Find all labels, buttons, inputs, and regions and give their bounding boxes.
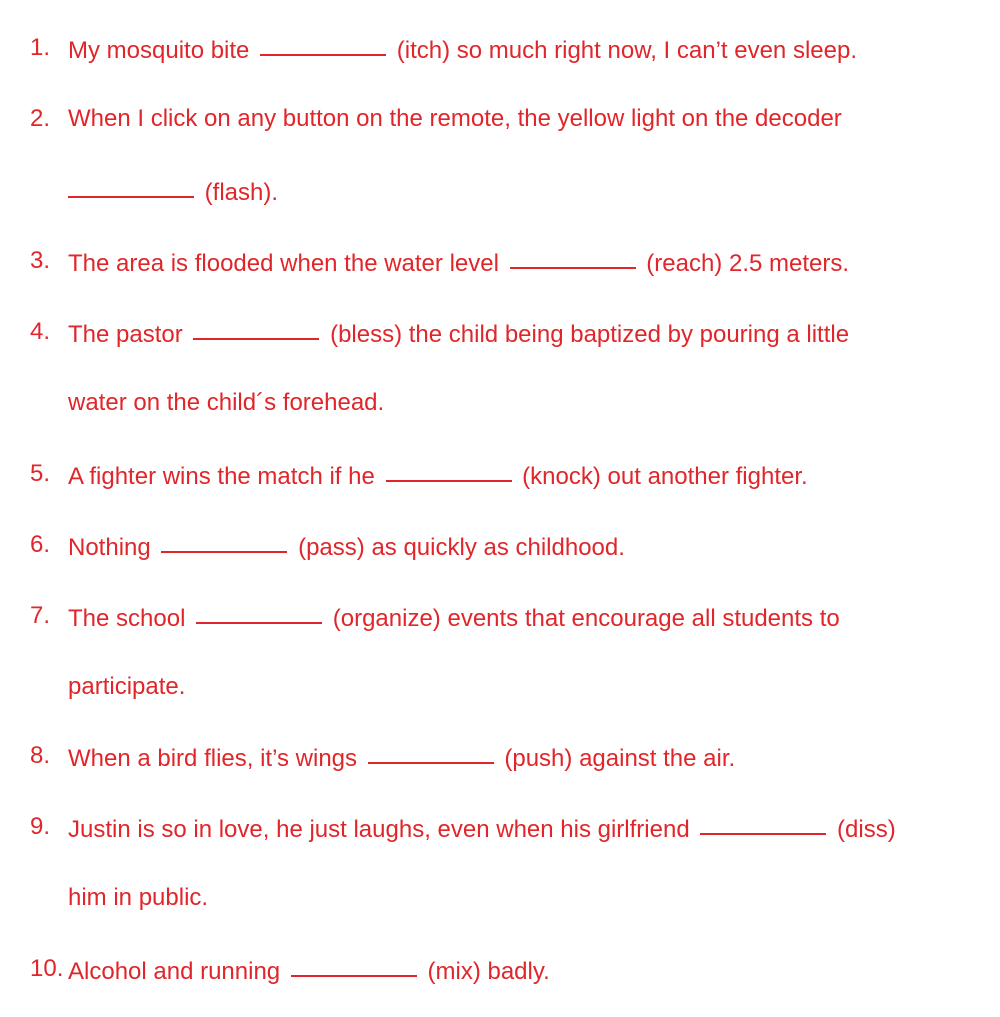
item-verb-hint: (reach) <box>646 250 723 277</box>
answer-blank[interactable] <box>68 168 194 198</box>
item-number: 9. <box>30 813 51 840</box>
answer-blank[interactable] <box>193 310 319 340</box>
answer-blank[interactable] <box>291 947 417 977</box>
item-line <box>68 170 278 213</box>
exercise-item-1 <box>0 28 1000 68</box>
item-text-after: out another fighter. <box>607 463 808 490</box>
item-text-before: My mosquito bite <box>68 37 250 64</box>
exercise-item-4-continuation <box>0 383 1000 423</box>
item-line <box>68 454 808 497</box>
item-line <box>68 949 550 992</box>
exercise-item-8 <box>0 736 1000 776</box>
item-text-before: The area is flooded when the water level <box>68 250 499 277</box>
item-line <box>68 525 625 568</box>
item-text-before: When a bird flies, it’s wings <box>68 745 358 772</box>
item-verb-hint: (diss) <box>837 816 896 843</box>
item-verb-hint: (pass) <box>298 534 365 561</box>
answer-blank[interactable] <box>260 26 386 56</box>
item-text-before: Nothing <box>68 534 151 561</box>
item-verb-hint: (mix) <box>427 958 481 985</box>
exercise-item-6 <box>0 525 1000 565</box>
item-verb-hint: (flash). <box>204 179 279 206</box>
item-line <box>68 241 849 284</box>
item-number: 10. <box>30 955 64 982</box>
item-text-after: so much right now, I can’t even sleep. <box>456 37 857 64</box>
answer-blank[interactable] <box>386 452 512 482</box>
answer-blank[interactable] <box>700 805 826 835</box>
exercise-item-9-continuation <box>0 878 1000 918</box>
item-line <box>68 28 857 71</box>
answer-blank[interactable] <box>368 734 494 764</box>
item-number: 2. <box>30 105 51 132</box>
exercise-item-5 <box>0 454 1000 494</box>
item-continuation: him in public. <box>68 884 209 911</box>
exercise-item-3 <box>0 241 1000 281</box>
item-verb-hint: (knock) <box>522 463 601 490</box>
item-text-after: as quickly as childhood. <box>371 534 625 561</box>
item-text-before: When I click on any button on the remote, the yellow light on the decoder <box>68 105 842 132</box>
item-text-after: badly. <box>487 958 550 985</box>
item-number: 6. <box>30 531 51 558</box>
exercise-item-2-continuation <box>0 170 1000 210</box>
item-number: 8. <box>30 742 51 769</box>
item-verb-hint: (organize) <box>332 605 441 632</box>
exercise-item-10 <box>0 949 1000 989</box>
exercise-item-4 <box>0 312 1000 352</box>
exercise-item-9 <box>0 807 1000 847</box>
answer-blank[interactable] <box>510 239 636 269</box>
item-number: 3. <box>30 247 51 274</box>
item-text-before: Alcohol and running <box>68 958 281 985</box>
item-text-after: the child being baptized by pouring a little <box>408 321 850 348</box>
item-line <box>68 596 840 639</box>
item-number: 1. <box>30 34 51 61</box>
item-text-before: The school <box>68 605 186 632</box>
item-line <box>68 736 735 779</box>
item-text-after: events that encourage all students to <box>447 605 840 632</box>
item-number: 4. <box>30 318 51 345</box>
item-verb-hint: (push) <box>504 745 573 772</box>
answer-blank[interactable] <box>161 523 287 553</box>
item-number: 5. <box>30 460 51 487</box>
exercise-item-7-continuation <box>0 667 1000 707</box>
item-line <box>68 312 849 355</box>
item-text-before: A fighter wins the match if he <box>68 463 375 490</box>
item-text-after: against the air. <box>579 745 736 772</box>
exercise-item-7 <box>0 596 1000 636</box>
item-verb-hint: (itch) <box>396 37 451 64</box>
item-text-before: Justin is so in love, he just laughs, even when his girlfriend <box>68 816 690 843</box>
item-continuation: water on the child´s forehead. <box>68 389 385 416</box>
item-number: 7. <box>30 602 51 629</box>
item-text-after: 2.5 meters. <box>728 250 850 277</box>
answer-blank[interactable] <box>196 594 322 624</box>
item-verb-hint: (bless) <box>330 321 403 348</box>
exercise-item-2 <box>0 99 1000 139</box>
item-continuation: participate. <box>68 673 186 700</box>
item-text-before: The pastor <box>68 321 183 348</box>
item-line <box>68 807 896 850</box>
